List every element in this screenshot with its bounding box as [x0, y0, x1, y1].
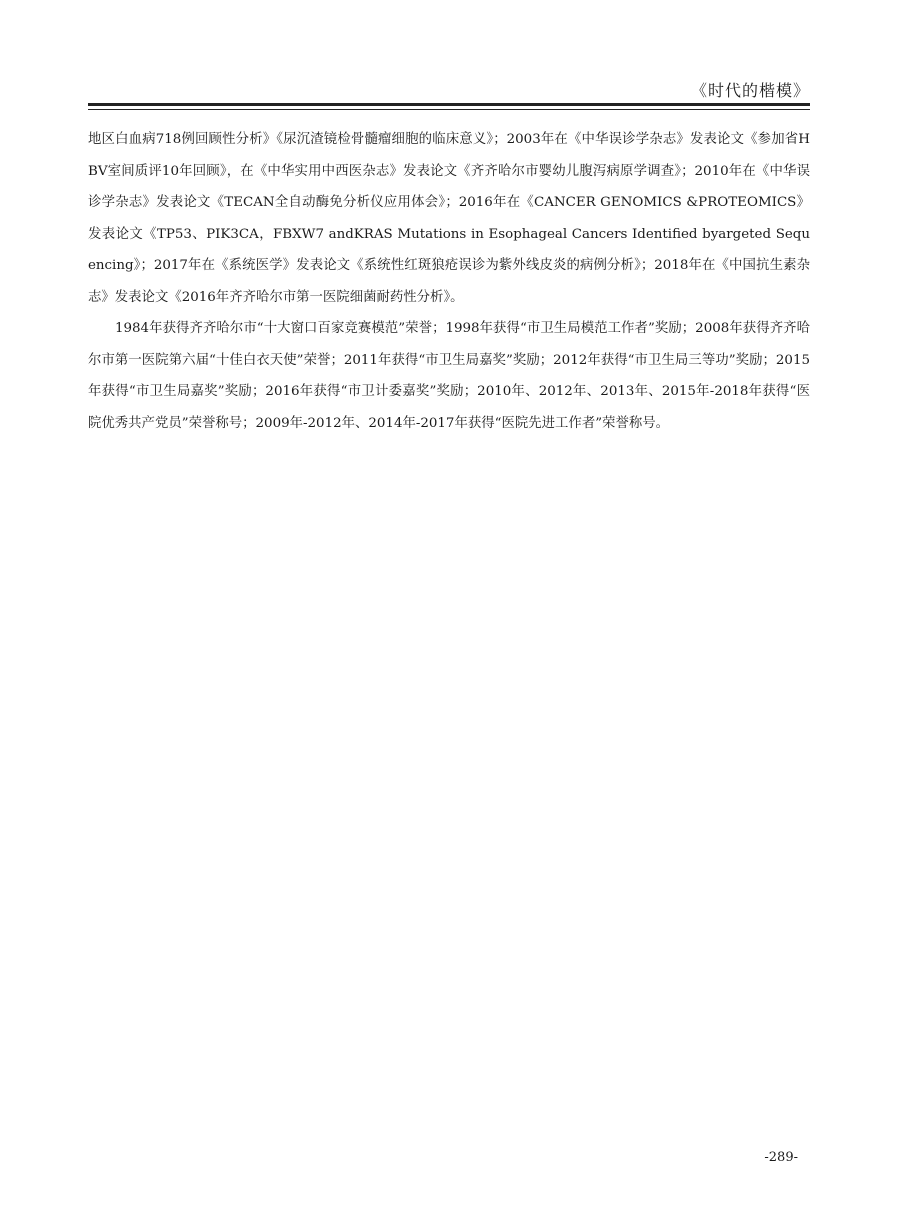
paragraph-publications: 地区白血病718例回顾性分析》《尿沉渣镜检骨髓瘤细胞的临床意义》；2003年在《中华误诊学杂志》发表论文《参加省HBV室间质评10年回顾》，在《中华实用中西医杂志》发表论文《齐齐哈尔市婴幼儿腹泻病原学调查》；2010年在《中华误诊学杂志》发表论文《TECAN全自动酶免分析仪应用体会》；2016年在《CANCER GENOMICS &PROTEOMICS》发表论文《TP53、PIK3CA，FBXW7 andKRAS Mutations in Esophageal Cancers Identified byargeted Sequencing》；2017年在《系统医学》发表论文《系统性红斑狼疮误诊为紫外线皮炎的病例分析》；2018年在《中国抗生素杂志》发表论文《2016年齐齐哈尔市第一医院细菌耐药性分析》。 — [88, 132, 810, 305]
body-text — [88, 124, 810, 439]
page-number: -289- — [764, 1150, 798, 1165]
header-title: 《时代的楷模》 — [690, 81, 810, 100]
paragraph-honors: 1984年获得齐齐哈尔市“十大窗口百家竞赛模范”荣誉；1998年获得“市卫生局模范工作者”奖励；2008年获得齐齐哈尔市第一医院第六届“十佳白衣天使”荣誉；2011年获得“市卫生局嘉奖”奖励；2012年获得“市卫生局三等功”奖励；2015年获得“市卫生局嘉奖”奖励；2016年获得“市卫计委嘉奖”奖励；2010年、2012年、2013年、2015年-2018年获得“医院优秀共产党员”荣誉称号；2009年-2012年、2014年-2017年获得“医院先进工作者”荣誉称号。 — [88, 321, 810, 431]
header-rule-thick — [88, 103, 810, 106]
header-rule-thin — [88, 109, 810, 110]
page-header — [88, 76, 810, 106]
